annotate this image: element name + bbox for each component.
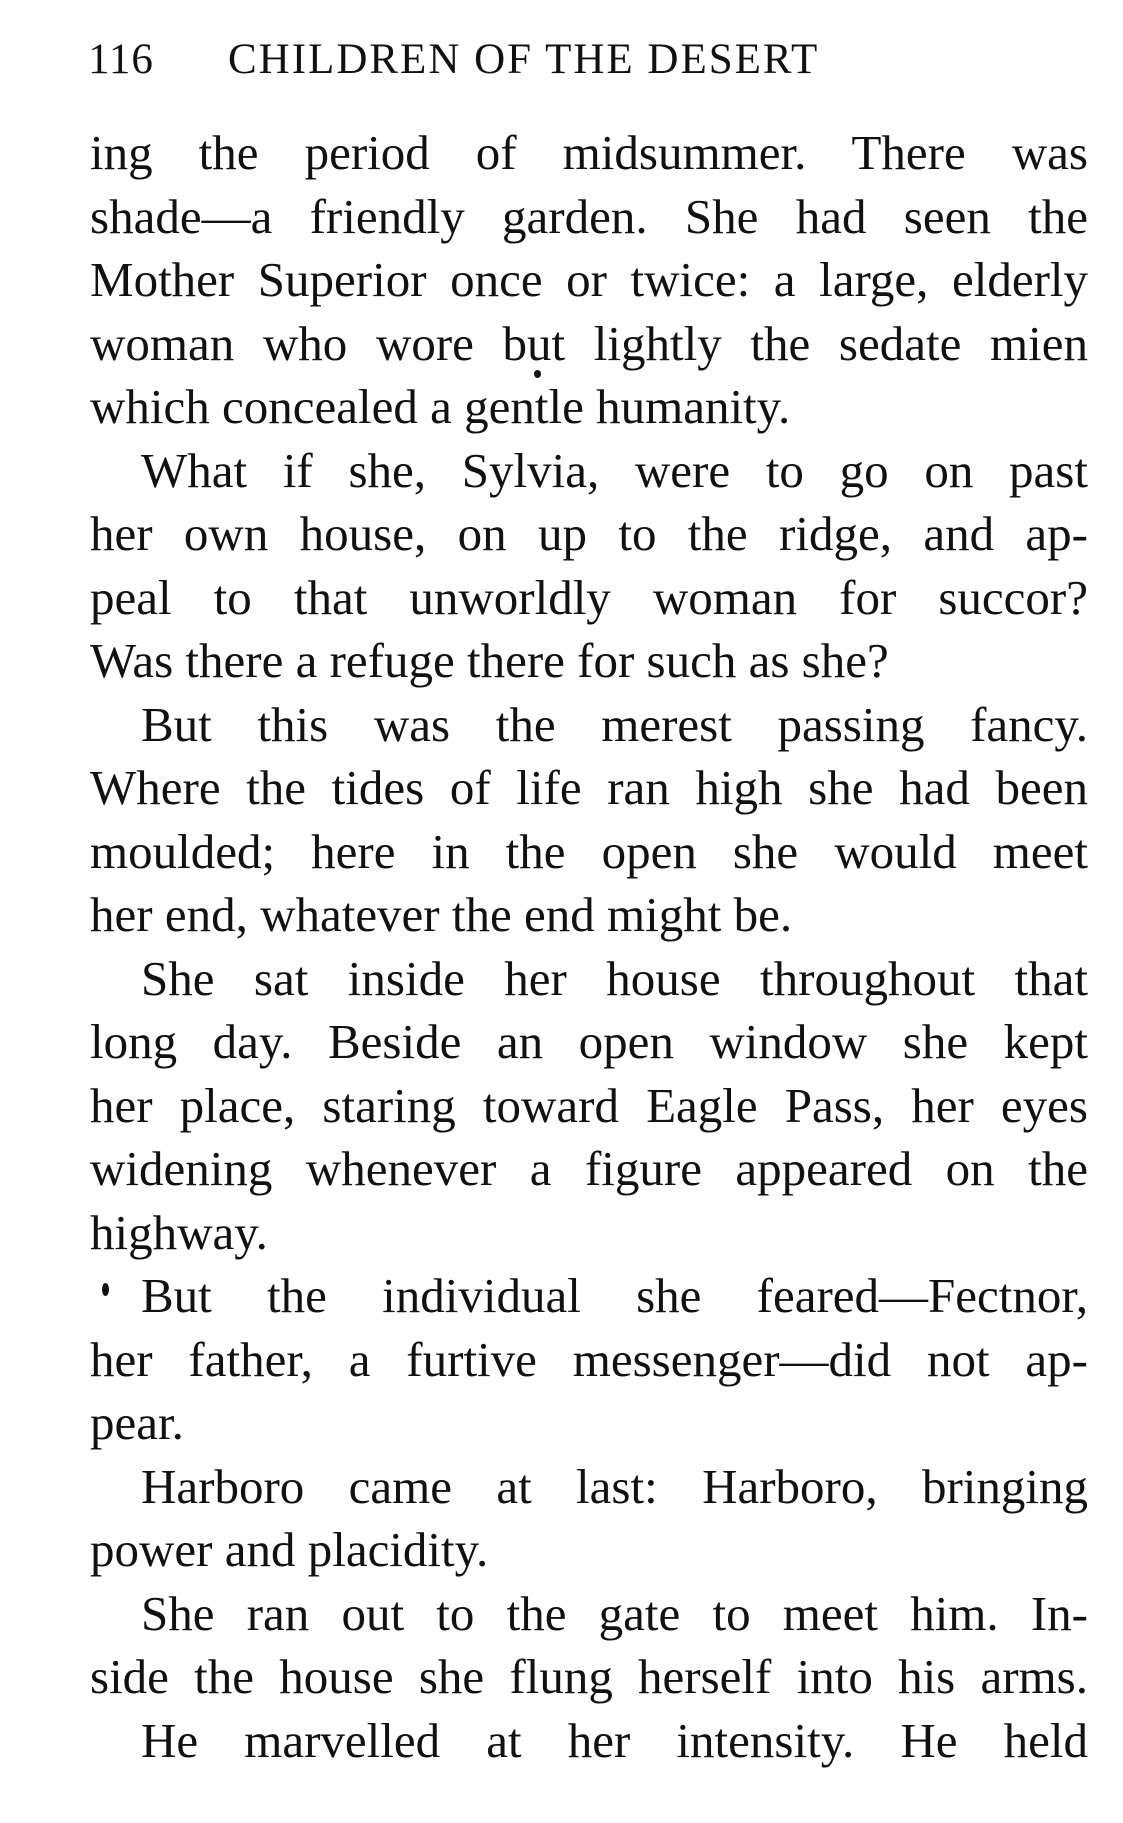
text-line: peal to that unworldly woman for succor? [90,569,1088,625]
text-line: pear. [90,1395,184,1450]
text-line: widening whenever a figure appeared on the [90,1141,1088,1196]
text-line: She sat inside her house throughout that [141,950,1088,1006]
text-line: power and placidity. [90,1522,489,1577]
text-line: highway. [90,1204,268,1260]
running-head [88,30,1088,90]
text-line: But this was the merest passing fancy. [141,696,1088,752]
page-number: 116 [88,36,154,83]
text-line: She ran out to the gate to meet him. In- [141,1585,1088,1641]
body-text [90,121,1088,1772]
text-line: long day. Beside an open window she kept [90,1014,1088,1069]
text-line: But the individual she feared—Fectnor, [141,1268,1088,1323]
text-line: Was there a refuge there for such as she? [90,633,889,688]
text-line: her place, staring toward Eagle Pass, her eyes [90,1077,1088,1133]
text-line: her end, whatever the end might be. [90,887,793,942]
ink-speck [534,370,541,378]
text-line: What if she, Sylvia, were to go on past [141,442,1088,498]
text-line: which concealed a gentle humanity. [90,379,791,434]
text-line: Harboro came at last: Harboro, bringing [141,1458,1088,1514]
text-line: her own house, on up to the ridge, and ap- [90,506,1088,561]
text-line: ing the period of midsummer. There was [90,125,1088,180]
text-line: He marvelled at her intensity. He held [141,1712,1088,1768]
text-line: Mother Superior once or twice: a large, elderly [90,252,1088,307]
book-title: CHILDREN OF THE DESERT [228,36,820,83]
text-line: woman who wore but lightly the sedate mien [90,315,1088,371]
text-line: her father, a furtive messenger—did not ap- [90,1331,1088,1387]
text-line: side the house she flung herself into his arms. [90,1649,1088,1704]
text-line: shade—a friendly garden. She had seen the [90,188,1088,244]
ink-speck [102,1283,109,1296]
text-line: moulded; here in the open she would meet [90,823,1088,879]
text-line: Where the tides of life ran high she had been [90,760,1088,815]
